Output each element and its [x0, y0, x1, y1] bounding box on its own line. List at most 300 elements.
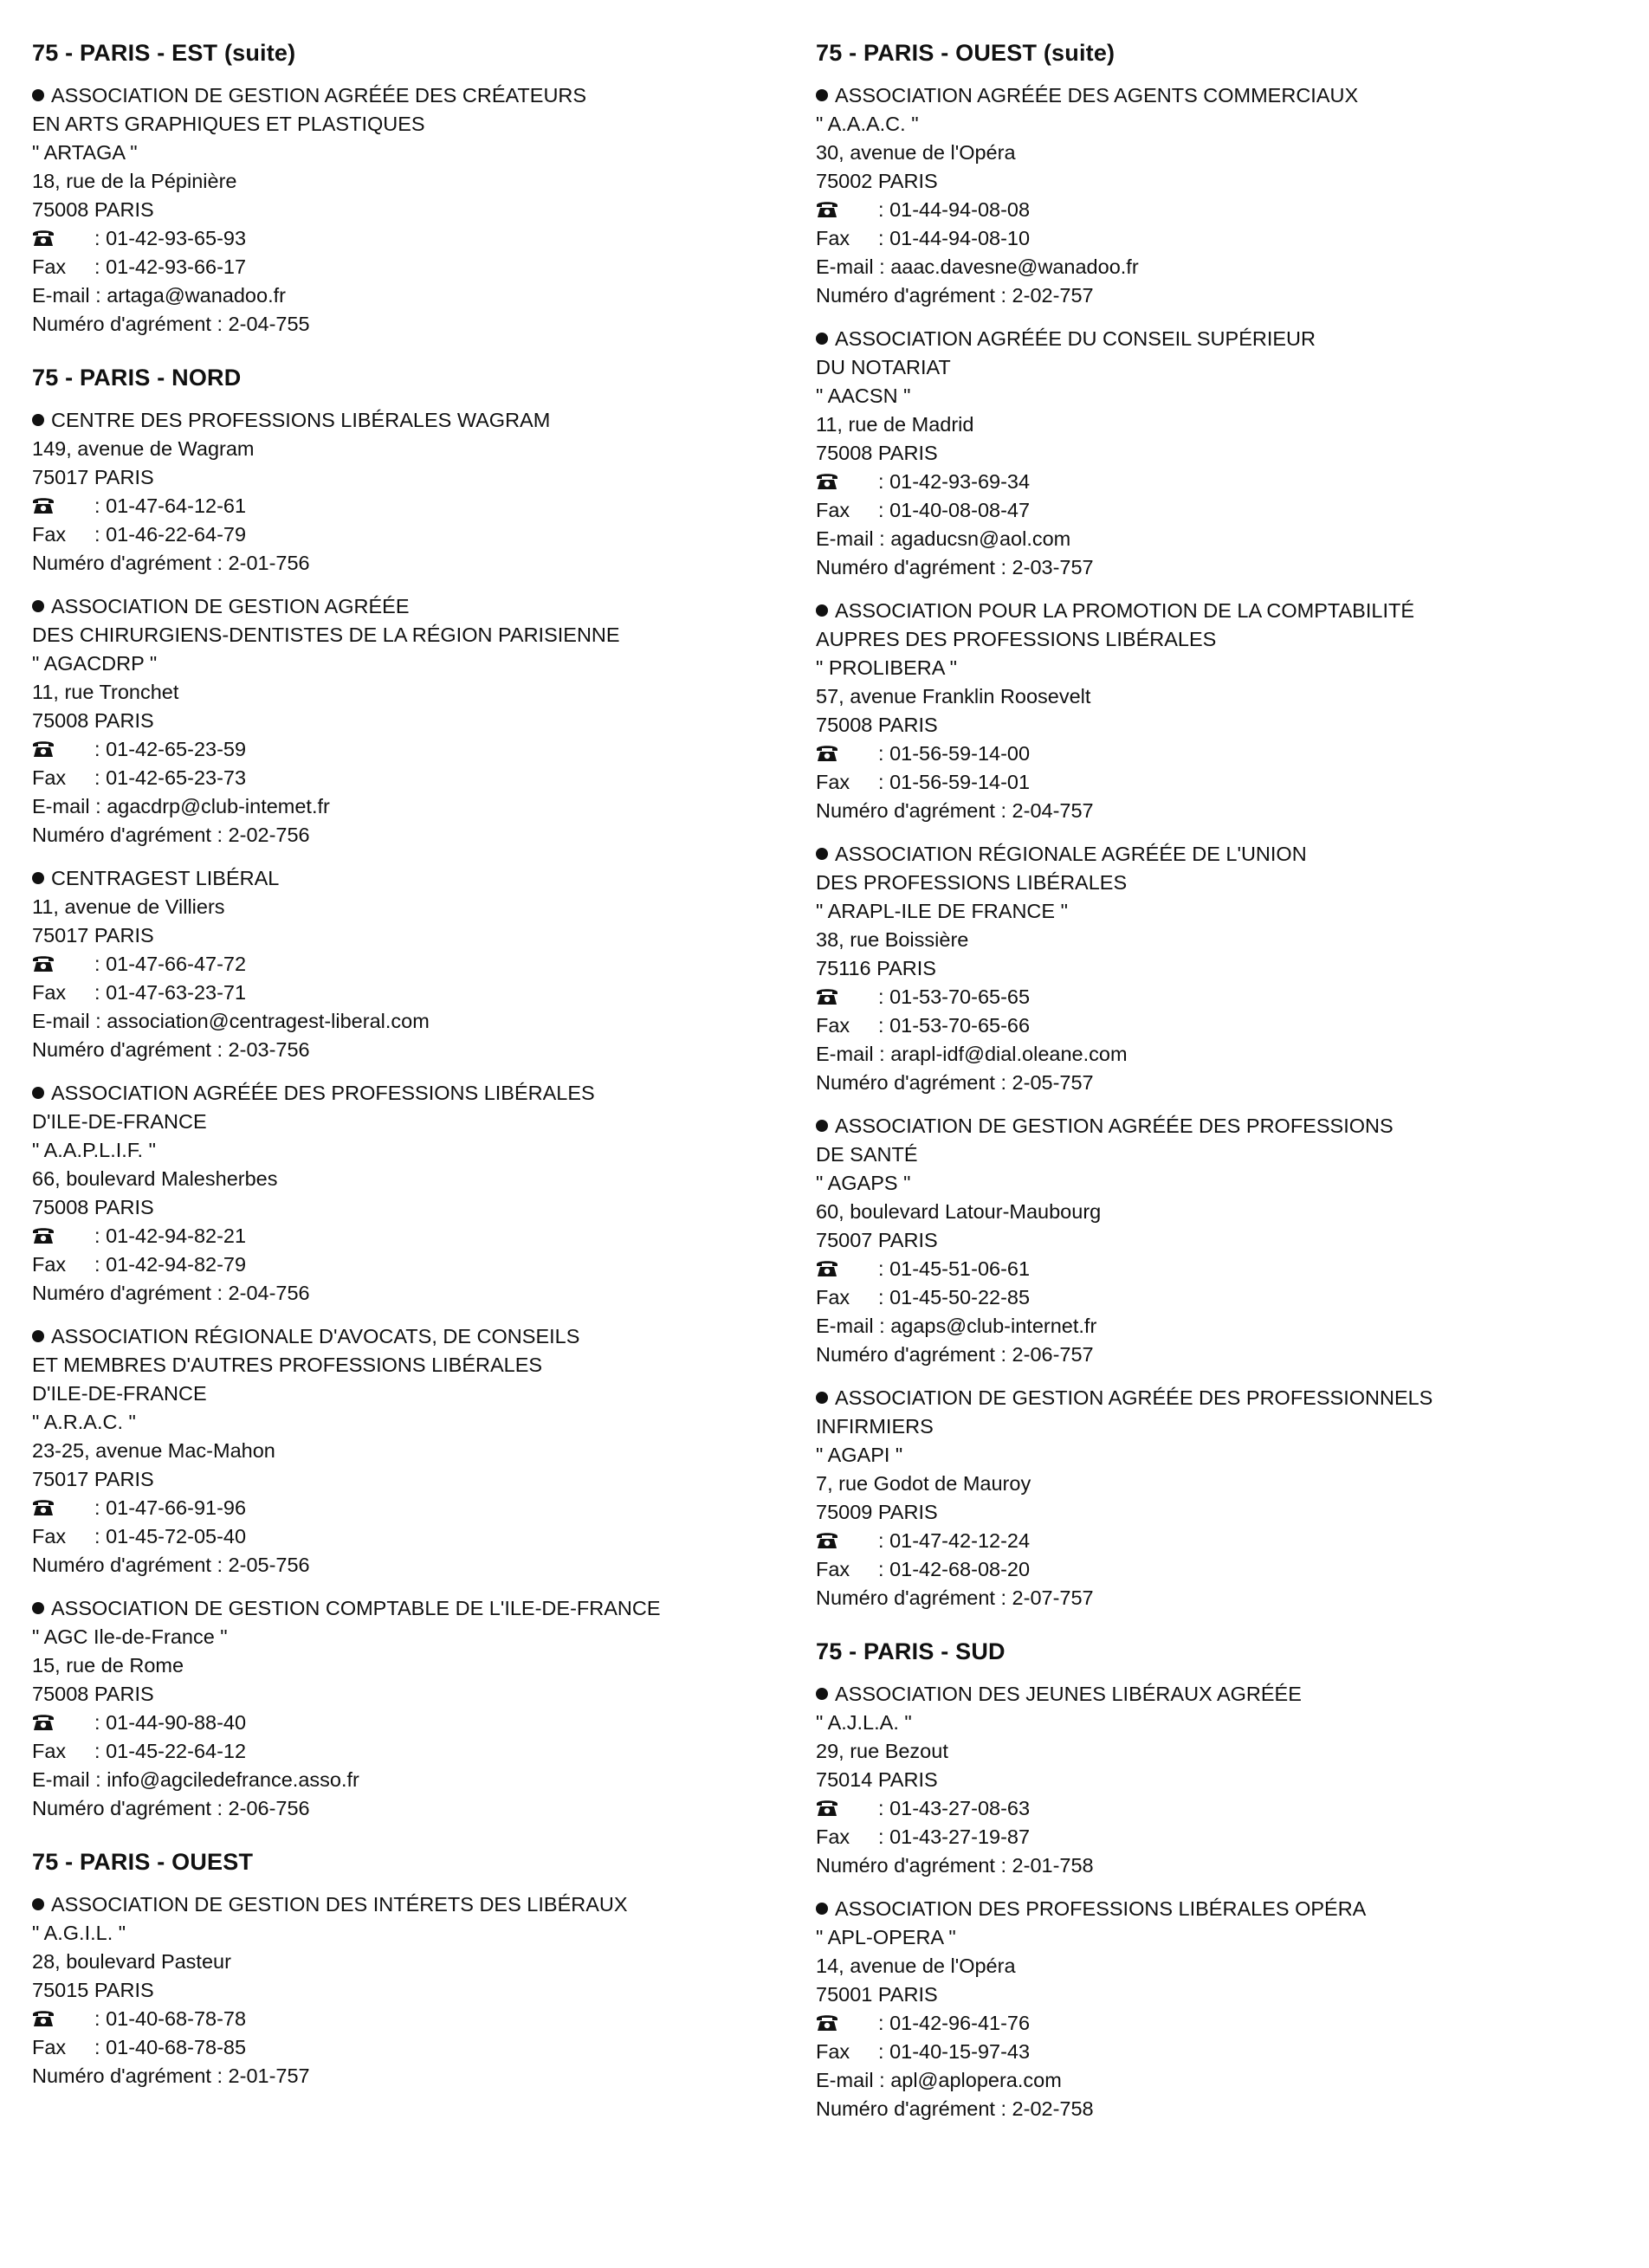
agrement-number: 2-06-757: [1012, 1343, 1094, 1366]
agrement-label: Numéro d'agrément :: [32, 313, 229, 335]
agrement-label: Numéro d'agrément :: [32, 1282, 229, 1304]
fax-separator: :: [878, 227, 890, 249]
agrement-number: 2-01-757: [228, 2064, 310, 2087]
agrement-number: 2-04-756: [228, 1282, 310, 1304]
organization-name-text: CENTRAGEST LIBÉRAL: [51, 867, 280, 889]
fax-number: 01-56-59-14-01: [889, 771, 1031, 793]
directory-section: [32, 38, 812, 339]
fax-number: 01-46-22-64-79: [106, 523, 247, 546]
telephone-number: 01-47-42-12-24: [889, 1529, 1031, 1552]
fax-label: Fax: [32, 981, 67, 1004]
organization-name-text: ASSOCIATION DE GESTION DES INTÉRETS DES LIBÉRAUX: [51, 1893, 628, 1916]
organization-name-text: ASSOCIATION DES JEUNES LIBÉRAUX AGRÉÉE: [835, 1683, 1302, 1705]
telephone-separator: :: [94, 1711, 107, 1734]
agrement-line: [32, 1036, 812, 1064]
fax-label: Fax: [816, 227, 850, 249]
email-label: E-mail :: [32, 795, 107, 817]
fax-line: [32, 1737, 812, 1766]
organization-name-text: DES CHIRURGIENS-DENTISTES DE LA RÉGION PARISIENNE: [32, 624, 620, 646]
organization-name: [32, 110, 812, 139]
fax-number: 01-42-94-82-79: [106, 1253, 247, 1276]
email-line: [816, 253, 1621, 281]
agrement-label: Numéro d'agrément :: [32, 824, 229, 846]
organization-acronym: " APL-OPERA ": [816, 1926, 956, 1948]
fax-label: Fax: [816, 1558, 850, 1580]
agrement-number: 2-03-756: [228, 1038, 310, 1061]
fax-number: 01-43-27-19-87: [889, 1825, 1031, 1848]
fax-line: [32, 1522, 812, 1551]
organization-name: [32, 1380, 812, 1408]
email-address: artaga@wanadoo.fr: [107, 284, 286, 307]
organization-name-text: ASSOCIATION RÉGIONALE D'AVOCATS, DE CONSEILS: [51, 1325, 580, 1347]
telephone-icon: [816, 196, 878, 224]
telephone-separator: :: [878, 985, 890, 1008]
organization-acronym: " A.A.P.L.I.F. ": [32, 1139, 156, 1161]
fax-separator: :: [94, 255, 107, 278]
telephone-separator: :: [94, 2007, 107, 2030]
telephone-number: 01-44-90-88-40: [106, 1711, 247, 1734]
postal-city: 75008 PARIS: [816, 714, 938, 736]
fax-number: 01-45-22-64-12: [106, 1740, 247, 1762]
fax-line: [816, 768, 1621, 797]
organization-name-text: ASSOCIATION DE GESTION AGRÉÉE DES CRÉATEURS: [51, 84, 587, 107]
agrement-number: 2-02-757: [1012, 284, 1094, 307]
organization-name: [816, 597, 1621, 625]
telephone-icon: [32, 1494, 94, 1522]
organization-acronym: " ARAPL-ILE DE FRANCE ": [816, 900, 1068, 922]
section-title: 75 - PARIS - OUEST (suite): [816, 40, 1116, 66]
agrement-label: Numéro d'agrément :: [816, 2097, 1012, 2120]
left-column: [32, 38, 812, 2105]
organization-name-text: ET MEMBRES D'AUTRES PROFESSIONS LIBÉRALES: [32, 1354, 543, 1376]
postal-city: 75002 PARIS: [816, 170, 938, 192]
postal-city: 75001 PARIS: [816, 1983, 938, 2006]
telephone-number: 01-40-68-78-78: [106, 2007, 247, 2030]
fax-separator: :: [94, 1525, 107, 1548]
organization-name-text: D'ILE-DE-FRANCE: [32, 1110, 207, 1133]
fax-label: Fax: [816, 1014, 850, 1037]
bullet-icon: [816, 1903, 828, 1915]
agrement-number: 2-01-758: [1012, 1854, 1094, 1877]
directory-entry: [32, 1322, 812, 1580]
agrement-line: [32, 2062, 812, 2090]
bullet-icon: [32, 1602, 44, 1614]
street-address: 18, rue de la Pépinière: [32, 170, 237, 192]
organization-name-text: ASSOCIATION AGRÉÉE DES PROFESSIONS LIBÉRALES: [51, 1082, 595, 1104]
organization-name: [816, 325, 1621, 353]
telephone-icon: [32, 492, 94, 520]
directory-entry: [816, 1384, 1621, 1612]
telephone-line: [816, 468, 1621, 496]
agrement-line: [816, 797, 1621, 825]
fax-number: 01-47-63-23-71: [106, 981, 247, 1004]
email-line: [816, 525, 1621, 553]
organization-acronym: " ARTAGA ": [32, 141, 138, 164]
organization-name: [32, 1079, 812, 1108]
email-line: [816, 1312, 1621, 1341]
email-address: association@centragest-liberal.com: [107, 1010, 430, 1032]
organization-name: [816, 1112, 1621, 1140]
email-line: [816, 1040, 1621, 1069]
postal-city: 75015 PARIS: [32, 1979, 154, 2001]
fax-line: [816, 1555, 1621, 1584]
agrement-number: 2-05-757: [1012, 1071, 1094, 1094]
section-title: 75 - PARIS - EST (suite): [32, 40, 296, 66]
bullet-icon: [816, 1392, 828, 1404]
organization-name: [816, 1680, 1621, 1709]
telephone-separator: :: [94, 738, 107, 760]
fax-number: 01-40-68-78-85: [106, 2036, 247, 2058]
email-label: E-mail :: [32, 284, 107, 307]
organization-name-text: ASSOCIATION AGRÉÉE DES AGENTS COMMERCIAUX: [835, 84, 1359, 107]
agrement-line: [32, 549, 812, 578]
fax-separator: :: [94, 981, 107, 1004]
telephone-icon: [816, 1794, 878, 1823]
telephone-line: [816, 983, 1621, 1011]
organization-name-text: ASSOCIATION DE GESTION AGRÉÉE DES PROFESSIONS: [835, 1115, 1394, 1137]
fax-label: Fax: [816, 771, 850, 793]
agrement-number: 2-04-757: [1012, 799, 1094, 822]
bullet-icon: [32, 1087, 44, 1099]
fax-separator: :: [94, 1740, 107, 1762]
organization-name: [816, 625, 1621, 654]
email-label: E-mail :: [816, 255, 891, 278]
bullet-icon: [32, 1330, 44, 1342]
street-address: 38, rue Boissière: [816, 928, 969, 951]
fax-label: Fax: [32, 255, 67, 278]
fax-number: 01-42-65-23-73: [106, 766, 247, 789]
agrement-number: 2-02-756: [228, 824, 310, 846]
agrement-label: Numéro d'agrément :: [816, 1854, 1012, 1877]
street-address: 60, boulevard Latour-Maubourg: [816, 1200, 1102, 1223]
bullet-icon: [816, 1688, 828, 1700]
fax-label: Fax: [32, 1253, 67, 1276]
street-address: 11, rue de Madrid: [816, 413, 974, 436]
directory-section: [32, 1847, 812, 2090]
postal-city: 75008 PARIS: [32, 709, 154, 732]
email-line: [816, 2066, 1621, 2095]
organization-acronym: " AGACDRP ": [32, 652, 158, 675]
fax-number: 01-44-94-08-10: [889, 227, 1031, 249]
street-address: 28, boulevard Pasteur: [32, 1950, 231, 1973]
telephone-line: [816, 196, 1621, 224]
postal-city: 75008 PARIS: [32, 198, 154, 221]
fax-label: Fax: [32, 523, 67, 546]
postal-city: 75008 PARIS: [32, 1196, 154, 1218]
fax-label: Fax: [816, 499, 850, 521]
email-label: E-mail :: [816, 2069, 891, 2091]
agrement-label: Numéro d'agrément :: [816, 799, 1012, 822]
email-address: arapl-idf@dial.oleane.com: [890, 1043, 1128, 1065]
telephone-line: [816, 2009, 1621, 2038]
fax-separator: :: [878, 1558, 890, 1580]
telephone-separator: :: [878, 742, 890, 765]
agrement-number: 2-07-757: [1012, 1586, 1094, 1609]
telephone-icon: [816, 468, 878, 496]
directory-entry: [816, 81, 1621, 310]
email-address: agaps@club-internet.fr: [890, 1315, 1097, 1337]
agrement-label: Numéro d'agrément :: [32, 552, 229, 574]
directory-entry: [816, 325, 1621, 582]
fax-line: [32, 979, 812, 1007]
telephone-separator: :: [94, 227, 107, 249]
section-title: 75 - PARIS - SUD: [816, 1638, 1006, 1664]
fax-label: Fax: [816, 1825, 850, 1848]
street-address: 57, avenue Franklin Roosevelt: [816, 685, 1091, 708]
telephone-separator: :: [878, 470, 890, 493]
fax-line: [32, 253, 812, 281]
email-address: agacdrp@club-intemet.fr: [107, 795, 330, 817]
telephone-icon: [32, 224, 94, 253]
street-address: 7, rue Godot de Mauroy: [816, 1472, 1031, 1495]
telephone-line: [816, 1794, 1621, 1823]
telephone-icon: [816, 1527, 878, 1555]
right-column: [816, 38, 1621, 2138]
directory-entry: [32, 81, 812, 339]
postal-city: 75017 PARIS: [32, 466, 154, 488]
organization-name: [32, 1594, 812, 1623]
telephone-separator: :: [878, 2012, 890, 2034]
telephone-separator: :: [94, 953, 107, 975]
telephone-separator: :: [94, 1496, 107, 1519]
telephone-line: [32, 950, 812, 979]
organization-name: [32, 1108, 812, 1136]
agrement-number: 2-01-756: [228, 552, 310, 574]
telephone-separator: :: [94, 494, 107, 517]
agrement-line: [816, 553, 1621, 582]
telephone-line: [32, 1709, 812, 1737]
telephone-line: [816, 740, 1621, 768]
organization-name-text: CENTRE DES PROFESSIONS LIBÉRALES WAGRAM: [51, 409, 551, 431]
directory-entry: [816, 840, 1621, 1097]
street-address: 11, avenue de Villiers: [32, 895, 225, 918]
directory-entry: [816, 1895, 1621, 2123]
organization-name: [32, 592, 812, 621]
fax-number: 01-40-15-97-43: [889, 2040, 1031, 2063]
organization-name-text: ASSOCIATION DES PROFESSIONS LIBÉRALES OPÉRA: [835, 1897, 1367, 1920]
email-label: E-mail :: [816, 1043, 891, 1065]
fax-separator: :: [94, 523, 107, 546]
bullet-icon: [32, 414, 44, 426]
organization-name: [32, 1322, 812, 1351]
fax-number: 01-45-72-05-40: [106, 1525, 247, 1548]
fax-number: 01-45-50-22-85: [889, 1286, 1031, 1308]
organization-acronym: " A.G.I.L. ": [32, 1922, 126, 1944]
email-address: aaac.davesne@wanadoo.fr: [890, 255, 1139, 278]
postal-city: 75008 PARIS: [32, 1683, 154, 1705]
fax-separator: :: [94, 2036, 107, 2058]
email-label: E-mail :: [816, 1315, 891, 1337]
organization-name-text: ASSOCIATION AGRÉÉE DU CONSEIL SUPÉRIEUR: [835, 327, 1316, 350]
fax-separator: :: [878, 499, 890, 521]
street-address: 66, boulevard Malesherbes: [32, 1167, 278, 1190]
organization-name-text: DE SANTÉ: [816, 1143, 918, 1166]
agrement-line: [32, 1551, 812, 1580]
bullet-icon: [816, 89, 828, 101]
telephone-line: [816, 1255, 1621, 1283]
agrement-label: Numéro d'agrément :: [32, 1554, 229, 1576]
agrement-number: 2-04-755: [228, 313, 310, 335]
directory-entry: [32, 1594, 812, 1823]
agrement-label: Numéro d'agrément :: [816, 1343, 1012, 1366]
bullet-icon: [32, 600, 44, 612]
organization-name: [816, 1895, 1621, 1923]
directory-entry: [32, 1079, 812, 1308]
fax-separator: :: [94, 1253, 107, 1276]
fax-separator: :: [878, 2040, 890, 2063]
email-line: [32, 1007, 812, 1036]
email-label: E-mail :: [816, 527, 891, 550]
organization-name: [816, 81, 1621, 110]
telephone-separator: :: [878, 1257, 890, 1280]
bullet-icon: [816, 604, 828, 617]
agrement-label: Numéro d'agrément :: [816, 1071, 1012, 1094]
street-address: 149, avenue de Wagram: [32, 437, 255, 460]
fax-line: [32, 764, 812, 792]
directory-entry: [816, 1680, 1621, 1880]
email-label: E-mail :: [32, 1768, 107, 1791]
telephone-number: 01-42-94-82-21: [106, 1224, 247, 1247]
organization-acronym: " PROLIBERA ": [816, 656, 957, 679]
street-address: 30, avenue de l'Opéra: [816, 141, 1016, 164]
organization-name: [816, 353, 1621, 382]
bullet-icon: [816, 1120, 828, 1132]
agrement-line: [816, 1584, 1621, 1612]
email-address: info@agciledefrance.asso.fr: [107, 1768, 359, 1791]
agrement-number: 2-03-757: [1012, 556, 1094, 578]
email-label: E-mail :: [32, 1010, 107, 1032]
organization-name-text: INFIRMIERS: [816, 1415, 934, 1438]
organization-name-text: ASSOCIATION DE GESTION AGRÉÉE: [51, 595, 410, 617]
directory-entry: [816, 597, 1621, 825]
directory-entry: [32, 592, 812, 850]
agrement-line: [816, 1851, 1621, 1880]
organization-name: [816, 1412, 1621, 1441]
fax-separator: :: [878, 1286, 890, 1308]
agrement-label: Numéro d'agrément :: [32, 1038, 229, 1061]
organization-name-text: DES PROFESSIONS LIBÉRALES: [816, 871, 1128, 894]
agrement-label: Numéro d'agrément :: [816, 1586, 1012, 1609]
telephone-number: 01-56-59-14-00: [889, 742, 1031, 765]
telephone-number: 01-47-66-47-72: [106, 953, 247, 975]
telephone-line: [32, 735, 812, 764]
bullet-icon: [32, 872, 44, 884]
organization-name-text: AUPRES DES PROFESSIONS LIBÉRALES: [816, 628, 1217, 650]
street-address: 29, rue Bezout: [816, 1740, 948, 1762]
telephone-line: [32, 1494, 812, 1522]
agrement-line: [816, 2095, 1621, 2123]
postal-city: 75008 PARIS: [816, 442, 938, 464]
fax-line: [816, 2038, 1621, 2066]
directory-section: [816, 1637, 1621, 2123]
directory-entry: [816, 1112, 1621, 1369]
telephone-icon: [32, 2005, 94, 2033]
agrement-line: [32, 1794, 812, 1823]
organization-name-text: ASSOCIATION POUR LA PROMOTION DE LA COMPTABILITÉ: [835, 599, 1415, 622]
email-line: [32, 1766, 812, 1794]
organization-name-text: ASSOCIATION DE GESTION AGRÉÉE DES PROFESSIONNELS: [835, 1386, 1433, 1409]
directory-entry: [32, 406, 812, 578]
telephone-separator: :: [878, 1529, 890, 1552]
organization-name-text: D'ILE-DE-FRANCE: [32, 1382, 207, 1405]
telephone-separator: :: [878, 1797, 890, 1819]
fax-label: Fax: [32, 1740, 67, 1762]
fax-separator: :: [878, 1014, 890, 1037]
agrement-line: [816, 1341, 1621, 1369]
postal-city: 75017 PARIS: [32, 924, 154, 947]
telephone-icon: [32, 950, 94, 979]
agrement-label: Numéro d'agrément :: [816, 556, 1012, 578]
street-address: 11, rue Tronchet: [32, 681, 179, 703]
telephone-number: 01-47-64-12-61: [106, 494, 247, 517]
organization-acronym: " AGAPS ": [816, 1172, 911, 1194]
telephone-number: 01-53-70-65-65: [889, 985, 1031, 1008]
telephone-number: 01-42-65-23-59: [106, 738, 247, 760]
telephone-number: 01-42-93-69-34: [889, 470, 1031, 493]
agrement-label: Numéro d'agrément :: [32, 2064, 229, 2087]
organization-name-text: ASSOCIATION RÉGIONALE AGRÉÉE DE L'UNION: [835, 843, 1307, 865]
organization-name: [32, 406, 812, 435]
fax-label: Fax: [32, 2036, 67, 2058]
fax-separator: :: [878, 771, 890, 793]
agrement-number: 2-02-758: [1012, 2097, 1094, 2120]
telephone-icon: [816, 1255, 878, 1283]
organization-name: [816, 869, 1621, 897]
organization-name: [32, 864, 812, 893]
fax-line: [32, 520, 812, 549]
telephone-number: 01-43-27-08-63: [889, 1797, 1031, 1819]
fax-separator: :: [94, 766, 107, 789]
telephone-number: 01-42-93-65-93: [106, 227, 247, 249]
postal-city: 75014 PARIS: [816, 1768, 938, 1791]
organization-name-text: ASSOCIATION DE GESTION COMPTABLE DE L'ILE-DE-FRANCE: [51, 1597, 661, 1619]
email-line: [32, 281, 812, 310]
fax-line: [32, 1250, 812, 1279]
street-address: 14, avenue de l'Opéra: [816, 1955, 1016, 1977]
agrement-line: [32, 310, 812, 339]
telephone-icon: [32, 735, 94, 764]
organization-name: [816, 1384, 1621, 1412]
telephone-line: [32, 224, 812, 253]
telephone-line: [32, 492, 812, 520]
bullet-icon: [32, 1898, 44, 1910]
directory-section: [32, 363, 812, 1823]
telephone-icon: [816, 740, 878, 768]
fax-number: 01-40-08-08-47: [889, 499, 1031, 521]
organization-name: [32, 1890, 812, 1919]
postal-city: 75007 PARIS: [816, 1229, 938, 1251]
bullet-icon: [816, 848, 828, 860]
telephone-number: 01-47-66-91-96: [106, 1496, 247, 1519]
organization-name: [32, 621, 812, 649]
fax-line: [816, 1823, 1621, 1851]
agrement-label: Numéro d'agrément :: [816, 284, 1012, 307]
organization-acronym: " AACSN ": [816, 384, 911, 407]
fax-line: [816, 224, 1621, 253]
organization-name: [32, 81, 812, 110]
organization-acronym: " A.A.A.C. ": [816, 113, 919, 135]
fax-line: [816, 496, 1621, 525]
email-line: [32, 792, 812, 821]
directory-section: [816, 38, 1621, 1612]
agrement-line: [32, 1279, 812, 1308]
telephone-line: [32, 2005, 812, 2033]
organization-acronym: " AGC Ile-de-France ": [32, 1625, 228, 1648]
telephone-separator: :: [94, 1224, 107, 1247]
telephone-line: [32, 1222, 812, 1250]
fax-number: 01-42-93-66-17: [106, 255, 247, 278]
organization-acronym: " AGAPI ": [816, 1444, 903, 1466]
